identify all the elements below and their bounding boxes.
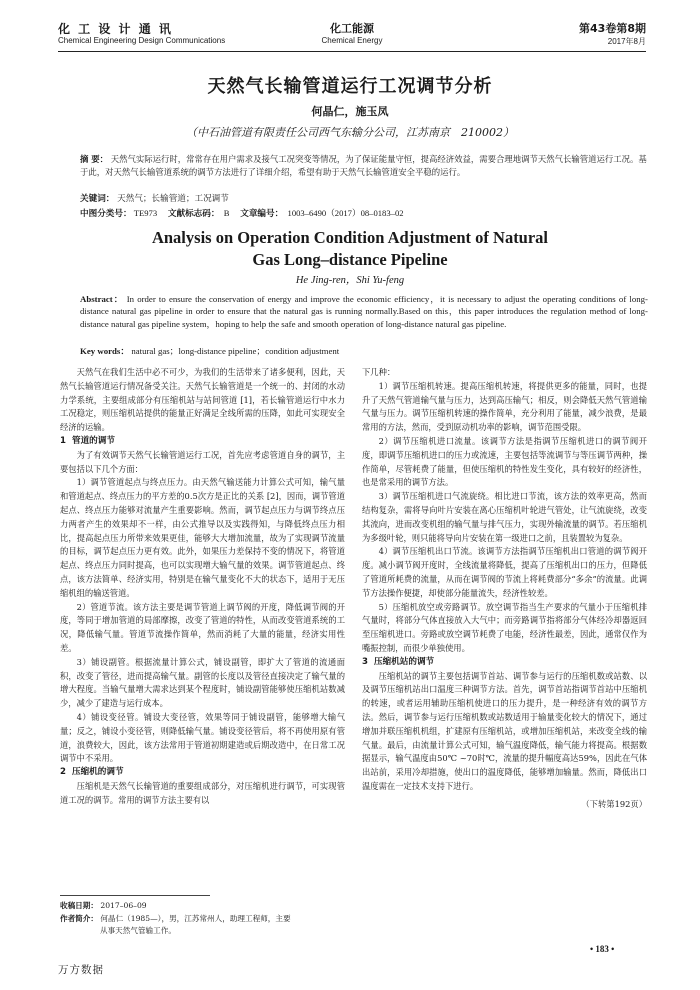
abstract-cn xyxy=(80,153,648,180)
doc-code-value: B xyxy=(223,208,230,218)
author-bio-line xyxy=(60,913,345,926)
received-date-line xyxy=(60,900,345,913)
body-column-left xyxy=(60,366,345,808)
section-2-item-2: 2）调节压缩机进口流量。该调节方法是指调节压缩机进口的调节阀开度，即调节压缩机进口的压力或流速，主要包括等流调节与等压调节两种，操作简单，尽管耗费了能量，但使压缩机的特性发生变化，具有较好的经济性，也是常采用的调节方法。 xyxy=(362,435,647,488)
abstract-cn-text: 天然气实际运行时，常常存在用户需求及接气工况突变等情况，为了保证能量守恒，提高经济效益，需要合理地调节天然气长输管道运行工况。基于此，对天然气长输管道系统的调节方法进行了详细介绍，希望有助于天然气长输管道安全平稳的运行。 xyxy=(80,154,647,178)
author-bio-label: 作者简介： xyxy=(60,913,98,923)
header-rule xyxy=(58,51,646,52)
section-1-item-4: 4）铺设变径管。铺设大变径管，效果等同于铺设副管，能够增大输气量；反之，铺设小变径管，则降低输气量。铺设变径管后，将不再使用原有管道，浪费较大，因此，该方法常用于管道初期建造或后期改造中，在日常工况调节中不采用。 xyxy=(60,711,345,764)
doc-code-label: 文献标志码： xyxy=(167,209,220,219)
author-bio-text-2: 从事天然气管输工作。 xyxy=(100,926,176,935)
issue-date: 2017年8月 xyxy=(607,37,646,46)
article-title-en xyxy=(0,227,700,271)
abstract-en xyxy=(80,293,648,330)
affiliation-cn: （中石油管道有限责任公司西气东输分公司，江苏南京 210002） xyxy=(186,126,514,139)
section-name-cn: 化工能源 xyxy=(330,22,374,35)
journal-name-cn: 化 工 设 计 通 讯 xyxy=(58,22,173,36)
article-title-cn: 天然气长输管道运行工况调节分析 xyxy=(207,76,493,97)
keywords-en-text: natural gas；long-distance pipeline；condition adjustment xyxy=(131,346,340,356)
section-2-title: 压缩机的调节 xyxy=(71,767,124,778)
authors-cn: 何晶仁，施玉凤 xyxy=(311,105,389,118)
section-1-item-1: 1）调节管道起点与终点压力。由天然气输送能力计算公式可知，输气量和管道起点、终点压力的平方差的0.5次方是正比的关系 [2]，因而，调节管道起点、终点压力能够对流量产生重要影响。然而，调节起点压力与调节终点压力两者产生的效果却不一样，由公式推导以及实践得知，与降低终点压力相比，提高起点压力所带来效果更佳，能够大大增加流量，故为了实现调节流量的目标，调节起点压力更有效。此外，如果压力差保持不变的情况下，将管道起点、终点压力同时提高，也可以实现增大输气量的效果。调节管道起点、终点，该方法简单、经济实用，特别是在输气量变化不大的状态下，适用于无压缩机组的输送管道。 xyxy=(60,477,345,598)
section-1-number: 1 xyxy=(60,435,66,446)
section-2-item-4: 4）调节压缩机出口节流。该调节方法指调节压缩机出口管道的调节阀开度。减小调节阀开度时，全线流量将降低，提高了压缩机出口的压力，但降低了管道所耗费的流量，从而在调节阀的节流上将耗费部分“多余”的流量。此调节方法操作便捷，却使部分能量流失，经济性较差。 xyxy=(362,546,647,598)
section-3-heading xyxy=(362,656,647,670)
section-2-number: 2 xyxy=(60,767,66,778)
article-title-en-line1: Analysis on Operation Condition Adjustment of Natural xyxy=(151,228,549,247)
keywords-cn xyxy=(80,193,648,206)
issue-info: 第43卷第8期 xyxy=(579,22,646,35)
body-column-right xyxy=(362,366,647,812)
section-1-paragraph: 为了有效调节天然气长输管道运行工况，首先应考虑管道自身的调节，主要包括以下几个方面： xyxy=(60,449,345,474)
section-2-paragraph: 压缩机是天然气长输管道的重要组成部分，对压缩机进行调节，可实现管道工况的调节。常用的调节方法主要有以 xyxy=(60,780,345,805)
article-title-en-line2: Gas Long–distance Pipeline xyxy=(252,250,448,269)
page-number: • 183 • xyxy=(590,944,615,954)
section-2-item-5: 5）压缩机放空或旁路调节。放空调节指当生产要求的气量小于压缩机排气量时，将部分气体直接放入大气中；而旁路调节指将部分气体经冷却器返回至压缩机进口。旁路或放空调节耗费了电能，经济性最差，因此，通常仅作为嘴振控制，而很少单独使用。 xyxy=(362,601,647,653)
footnote-rule xyxy=(60,895,210,896)
received-label: 收稿日期： xyxy=(60,901,98,910)
section-2-item-3: 3）调节压缩机进口气流旋绕。相比进口节流，该方法的效率更高，然而结构复杂，需将导向叶片安装在离心压缩机叶轮进气管处，让气流旋绕，改变其流向，进而改变机组的输气量与排气压力，实现外输流量的调节。若压缩机为多级叶轮，则只能将导向片安装在第一级进口之前，且装置较为复杂。 xyxy=(362,491,647,543)
authors-en: He Jing-ren，Shi Yu-feng xyxy=(295,275,405,286)
abstract-cn-label: 摘 要： xyxy=(80,154,109,164)
clc-label: 中图分类号： xyxy=(80,209,132,219)
author-bio-text-1: 何晶仁（1985—），男，江苏常州人，助理工程师，主要 xyxy=(100,913,291,923)
section-2-item-1: 1）调节压缩机转速。提高压缩机转速，将提供更多的能量，同时，也提升了天然气管道输气量与压力，达到高压输气；相反，则会降低天然气管道输气量与压力。调节压缩机转速的操作简单，充分利用了能量，减少浪费，是最常用的方法，然而，受到原动机功率的影响，调节范围受限。 xyxy=(362,380,647,433)
footnote xyxy=(60,900,345,938)
section-1-heading xyxy=(60,435,345,449)
section-name-en: Chemical Energy xyxy=(321,36,383,45)
section-1-item-3: 3）铺设副管。根据流量计算公式，铺设副管，即扩大了管道的流通面积，改变了管径，进而提高输气量。副管的长度以及管径直接决定了输气量的增大程度。当输气量增大需求达到某个程度时，铺设副管能够使压缩机站数减少，减少了建造与运行成本。 xyxy=(60,656,345,709)
abstract-en-text: In order to ensure the conservation of energy and improve the economic efficiency，it is necessary to adjust the operating conditions of long-distance natural gas pipeline in order to ensure that the natural gas is running normally.Based on this，this paper introduces the regulation method of long-distance natural gas pipeline system，hoping to help the safe and smooth operation of long-distance natural gas pipeline. xyxy=(80,294,648,329)
article-no-value: 1003–6490（2017）08–0183–02 xyxy=(287,208,404,218)
received-date: 2017–06–09 xyxy=(100,901,147,910)
section-2-heading xyxy=(60,766,345,780)
abstract-en-label: Abstract： xyxy=(80,294,124,304)
wanfang-watermark: 万方数据 xyxy=(58,964,104,976)
article-no-label: 文章编号： xyxy=(240,209,284,219)
keywords-cn-label: 关键词： xyxy=(80,194,115,204)
journal-name-en: Chemical Engineering Design Communications xyxy=(58,36,226,45)
continued-note: （下转第192页） xyxy=(581,798,647,809)
section-2-continuation: 下几种： xyxy=(362,367,396,377)
keywords-en xyxy=(80,344,648,357)
classification-line xyxy=(80,207,648,221)
running-header xyxy=(58,20,646,50)
intro-paragraph: 天然气在我们生活中必不可少，为我们的生活带来了诸多便利，因此，天然气长输管道运行情况备受关注。天然气长输管道是一个统一的、封闭的水动力学系统，主要组成部分有压缩机站与站间管道 [1]，若长输管道运行中水力工况稳定，则压缩机站提供的能量正好满足全线所需的压降，如此可实现安全经济的运输。 xyxy=(60,367,345,433)
section-1-item-2: 2）管道节流。该方法主要是调节管道上调节阀的开度，降低调节阀的开度，等同于增加管道的局部摩擦，改变了管道的特性，从而改变管道系统的工况，降低输气量。管道节流操作简单，然而消耗了大量的能量，经济实用性差。 xyxy=(60,601,345,653)
keywords-cn-text: 天然气；长输管道；工况调节 xyxy=(117,194,229,204)
section-3-number: 3 xyxy=(362,656,368,667)
section-1-title: 管道的调节 xyxy=(71,435,115,446)
section-3-title: 压缩机站的调节 xyxy=(373,656,435,667)
section-3-paragraph: 压缩机站的调节主要包括调节首站、调节参与运行的压缩机数或站数、以及调节压缩机站出口温度三种调节方法。首先，调节首站指调节首站中压缩机的转速，或者运用辅助压缩机使进口的压力提升，是一种经济有效的调节方法。然后，调节参与运行压缩机数或站数适用于输量变化较大的情况下，通过增加并联压缩机机组，扩建原有压缩机站，或增加压缩机站，来改变全线的输气量。最后，由流量计算公式可知，输气温度降低，输气能力将提高。根据数据显示，输气温度由50℃ ~70时℃，流量的提升幅度高达59%，因此在气体出站前，采用冷却措施，使出口的温度降低，能够增加输量。然而，降低出口温度需在一定技术支持下进行。 xyxy=(362,670,647,791)
keywords-en-label: Key words： xyxy=(80,346,130,356)
clc-value: TE973 xyxy=(133,208,158,218)
